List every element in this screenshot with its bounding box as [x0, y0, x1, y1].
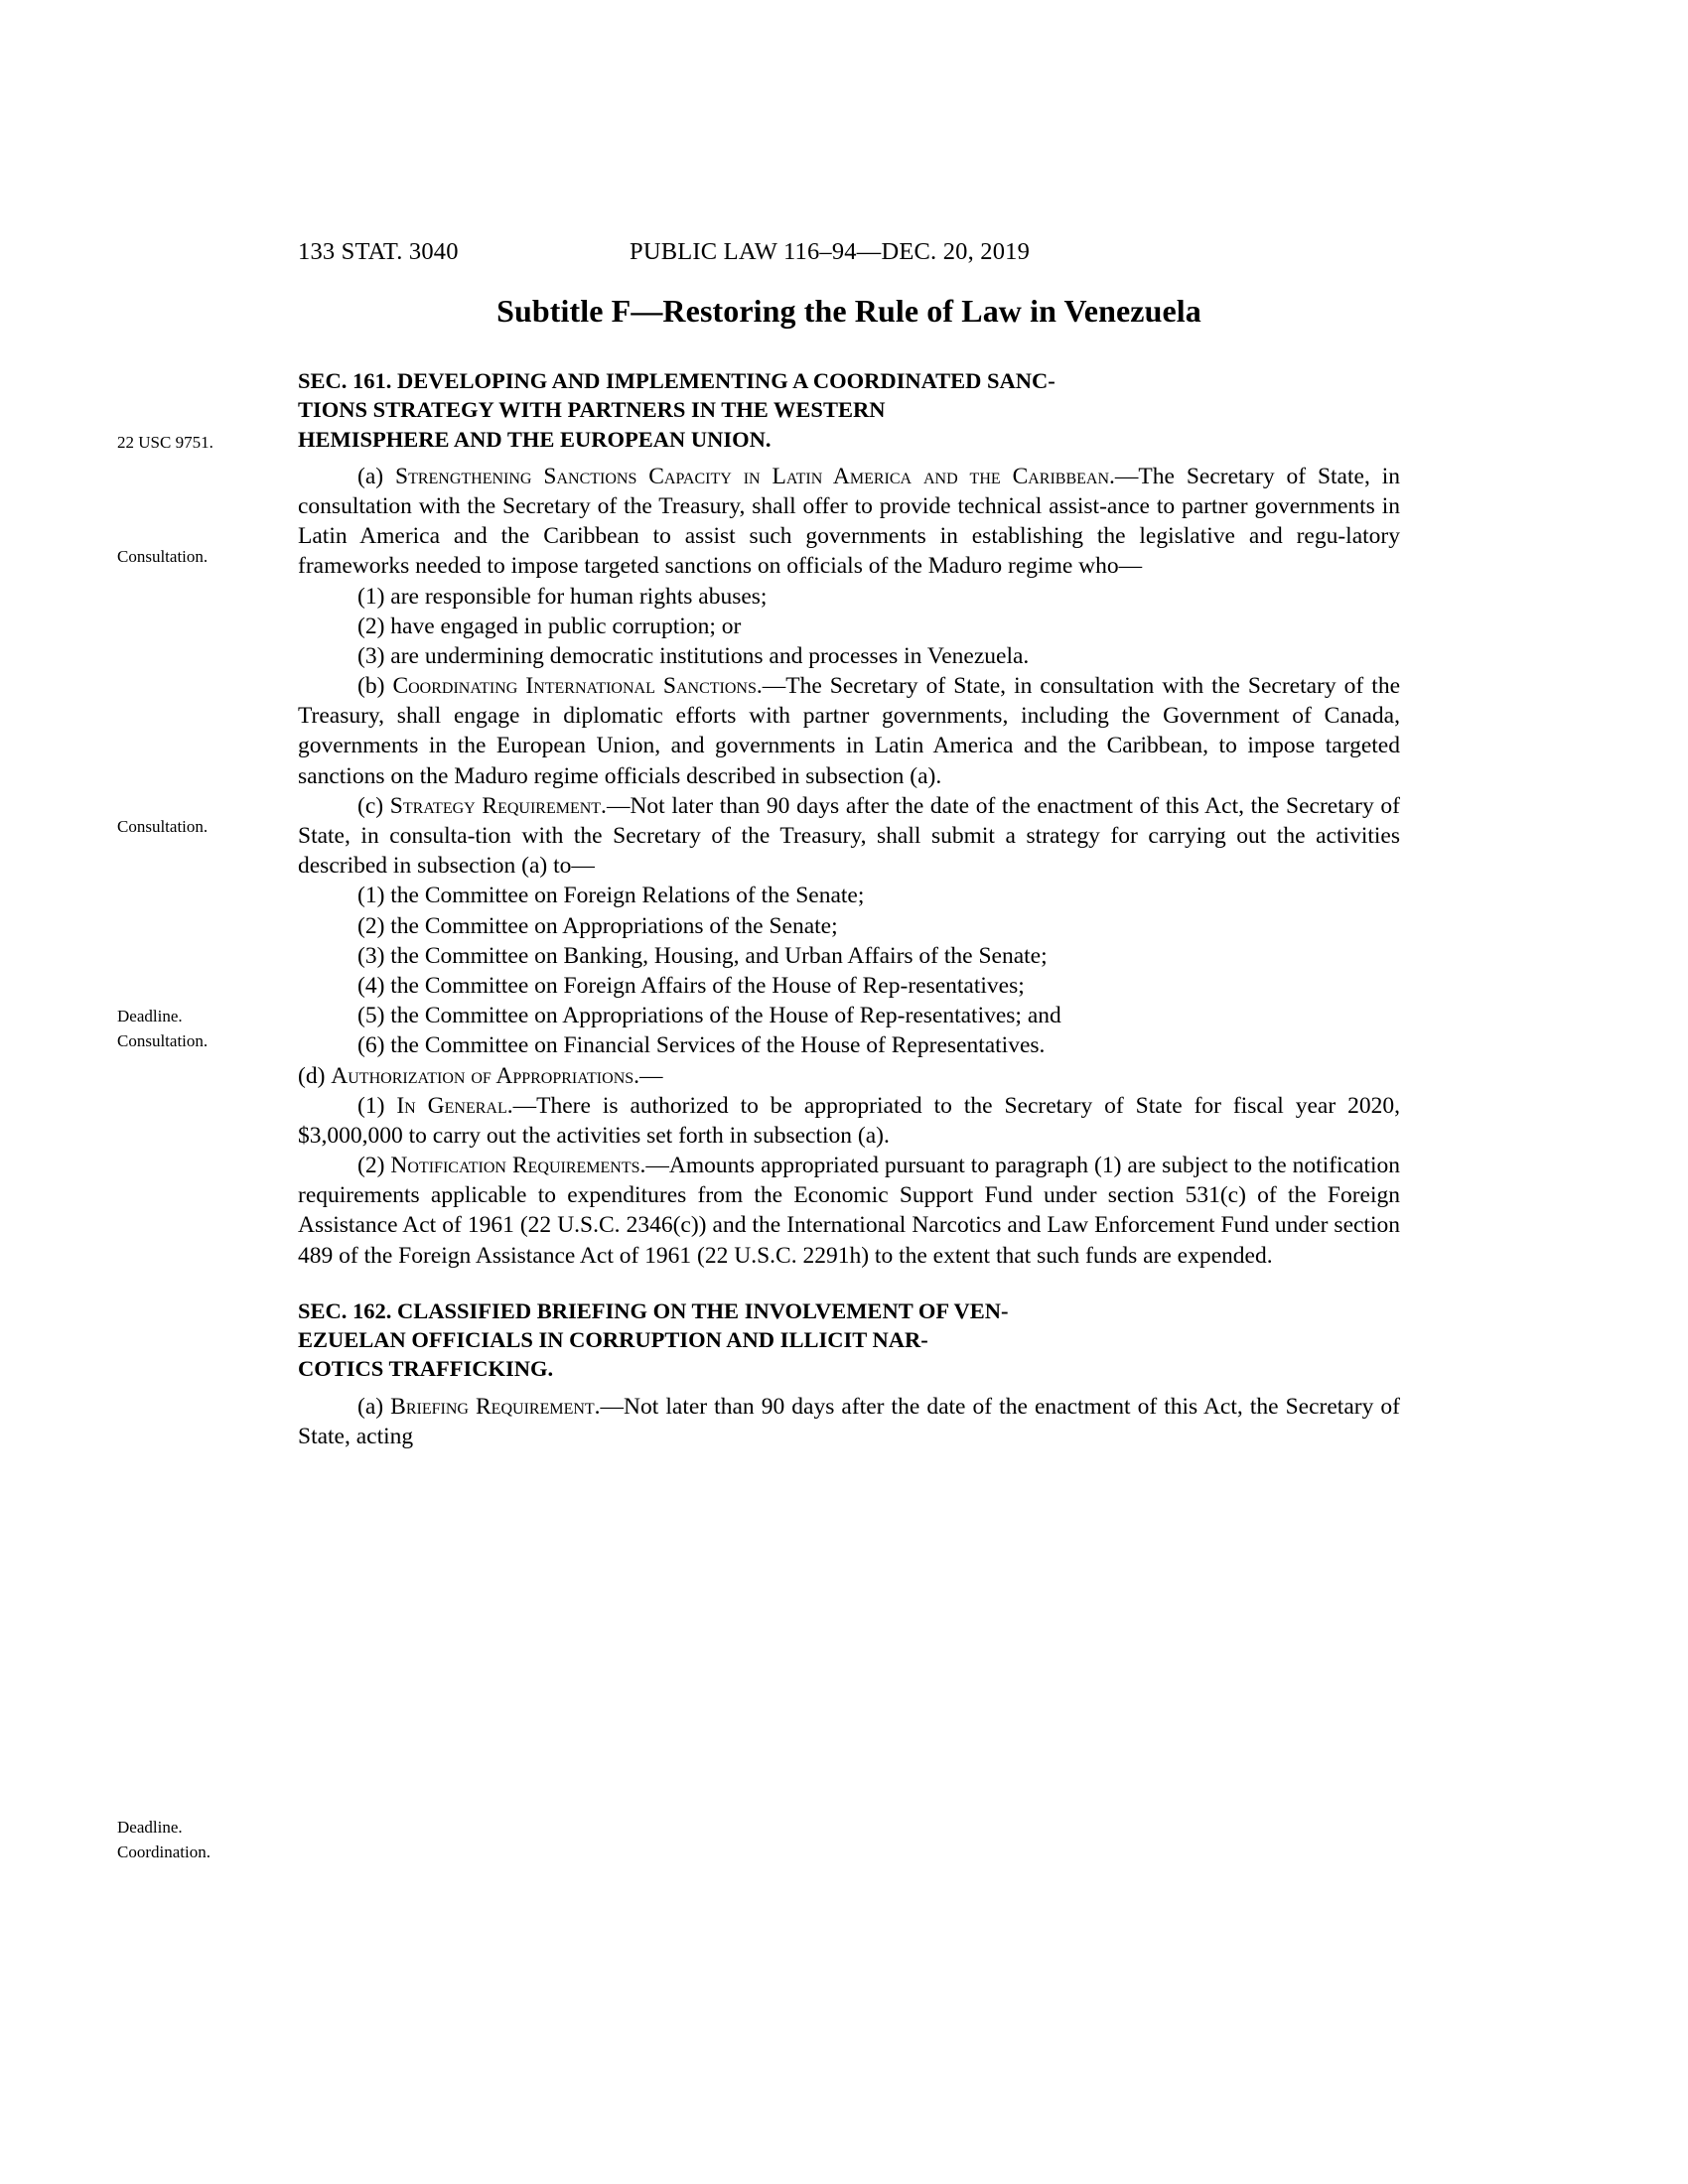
paragraph-text: —Not later than 90 days after the date of the enactment of this Act, the Secretary of State, acting: [298, 1393, 1400, 1449]
paragraph-caption: Notification Requirements.: [390, 1153, 646, 1179]
paragraph-162-a: [298, 1392, 1400, 1451]
paragraph-label: (a): [357, 463, 395, 489]
section-heading-line: HEMISPHERE AND THE EUROPEAN UNION.: [298, 426, 772, 452]
subtitle-heading: Subtitle F—Restoring the Rule of Law in Venezuela: [496, 293, 1201, 329]
statute-citation: 133 STAT. 3040: [298, 238, 459, 265]
paragraph-text: —: [639, 1062, 663, 1089]
paragraph-caption: Briefing Requirement.: [390, 1393, 601, 1420]
section-162-heading: [298, 1297, 1400, 1384]
section-heading-line: EZUELAN OFFICIALS IN CORRUPTION AND ILLICIT NAR-: [298, 1327, 928, 1353]
list-item: (2) have engaged in public corruption; or: [357, 613, 742, 639]
paragraph-text: —There is authorized to be appropriated to the Secretary of State for fiscal year 2020, $3,000,000 to carry out the activities set forth in subsection (a).: [298, 1092, 1401, 1149]
margin-note-consultation-2: [117, 816, 292, 838]
section-heading-line: TIONS STRATEGY WITH PARTNERS IN THE WESTERN: [298, 397, 886, 423]
paragraph-label: (1): [357, 1092, 397, 1119]
paragraph-caption: Strategy Requirement.: [389, 792, 607, 819]
paragraph-label: (a): [357, 1393, 391, 1420]
paragraph-d: [298, 1061, 1400, 1091]
paragraph-caption: In General.: [396, 1092, 513, 1119]
paragraph-d2: [298, 1151, 1400, 1271]
margin-note-text: Consultation.: [117, 817, 209, 836]
paragraph-a: [298, 462, 1400, 582]
paragraph-text: —Not later than 90 days after the date of the enactment of this Act, the Secretary of State, in consulta-tion with the Secretary of the Treasury, shall submit a strategy for carrying out the activities described in subsection (a) to—: [298, 792, 1400, 880]
paragraph-d1: [298, 1091, 1400, 1151]
paragraph-text: —Amounts appropriated pursuant to paragraph (1) are subject to the notification requirements applicable to expenditures from the Economic Support Fund under section 531(c) of the Foreign Assistance Act of 1961 (22 U.S.C. 2346(c)) and the International Narcotics and Law Enforcement Fund under section 489 of the Foreign Assistance Act of 1961 (22 U.S.C. 2291h) to the extent that such funds are expended.: [298, 1153, 1401, 1269]
margin-note-consultation-1: [117, 546, 292, 568]
section-heading-line: COTICS TRAFFICKING.: [298, 1356, 554, 1382]
margin-note-deadline-1: [117, 1006, 292, 1027]
paragraph-b: [298, 671, 1400, 791]
running-head: [298, 238, 1400, 266]
list-item: (4) the Committee on Foreign Affairs of the House of Rep-resentatives;: [357, 972, 1025, 999]
list-item: (6) the Committee on Financial Services of the House of Representatives.: [357, 1032, 1046, 1059]
paragraph-c: [298, 791, 1400, 882]
margin-note-text: 22 USC 9751.: [117, 433, 213, 452]
margin-note-usc: [117, 432, 292, 454]
paragraph-label: (c): [357, 792, 390, 819]
paragraph-label: (2): [357, 1153, 391, 1179]
margin-note-text: Coordination.: [117, 1843, 211, 1861]
list-item: (1) the Committee on Foreign Relations of the Senate;: [357, 883, 865, 909]
margin-note-text: Deadline.: [117, 1007, 183, 1025]
list-item: (3) are undermining democratic institutions and processes in Venezuela.: [357, 642, 1030, 669]
list-item: (5) the Committee on Appropriations of the House of Rep-resentatives; and: [357, 1003, 1061, 1029]
public-law-citation: PUBLIC LAW 116–94—DEC. 20, 2019: [630, 238, 1031, 265]
paragraph-text: —The Secretary of State, in consultation with the Secretary of the Treasury, shall offer to provide technical assist-ance to partner governments in Latin America and the Caribbean to assist such governments in establishing the legislative and regu-latory frameworks needed to impose targeted sanctions on officials of the Maduro regime who—: [298, 463, 1400, 580]
list-item: (2) the Committee on Appropriations of the Senate;: [357, 912, 838, 939]
paragraph-label: (b): [357, 673, 393, 700]
paragraph-caption: Coordinating International Sanctions.: [392, 673, 763, 700]
margin-note-consultation-3: [117, 1030, 292, 1052]
paragraph-caption: Strengthening Sanctions Capacity in Latin America and the Caribbean.: [395, 463, 1115, 489]
document-content: [298, 238, 1400, 1451]
margin-note-text: Consultation.: [117, 547, 209, 566]
list-item: (3) the Committee on Banking, Housing, and Urban Affairs of the Senate;: [357, 942, 1048, 969]
margin-note-text: Deadline.: [117, 1818, 183, 1837]
margin-note-text: Consultation.: [117, 1031, 209, 1050]
section-heading-line: SEC. 162. CLASSIFIED BRIEFING ON THE INVOLVEMENT OF VEN-: [298, 1297, 1009, 1323]
paragraph-caption: Authorization of Appropriations.: [331, 1062, 640, 1089]
paragraph-text: —The Secretary of State, in consultation with the Secretary of the Treasury, shall engage in diplomatic efforts with partner governments, including the Government of Canada, governments in the European Union, and governments in Latin America and the Caribbean, to impose targeted sanctions on the Maduro regime officials described in subsection (a).: [298, 673, 1400, 789]
paragraph-label: (d): [298, 1062, 332, 1089]
section-161-heading: [298, 366, 1400, 454]
list-item: (1) are responsible for human rights abuses;: [357, 583, 768, 610]
margin-note-deadline-2: [117, 1817, 292, 1839]
margin-note-coordination: [117, 1842, 292, 1863]
section-heading-line: SEC. 161. DEVELOPING AND IMPLEMENTING A COORDINATED SANC-: [298, 368, 1055, 394]
